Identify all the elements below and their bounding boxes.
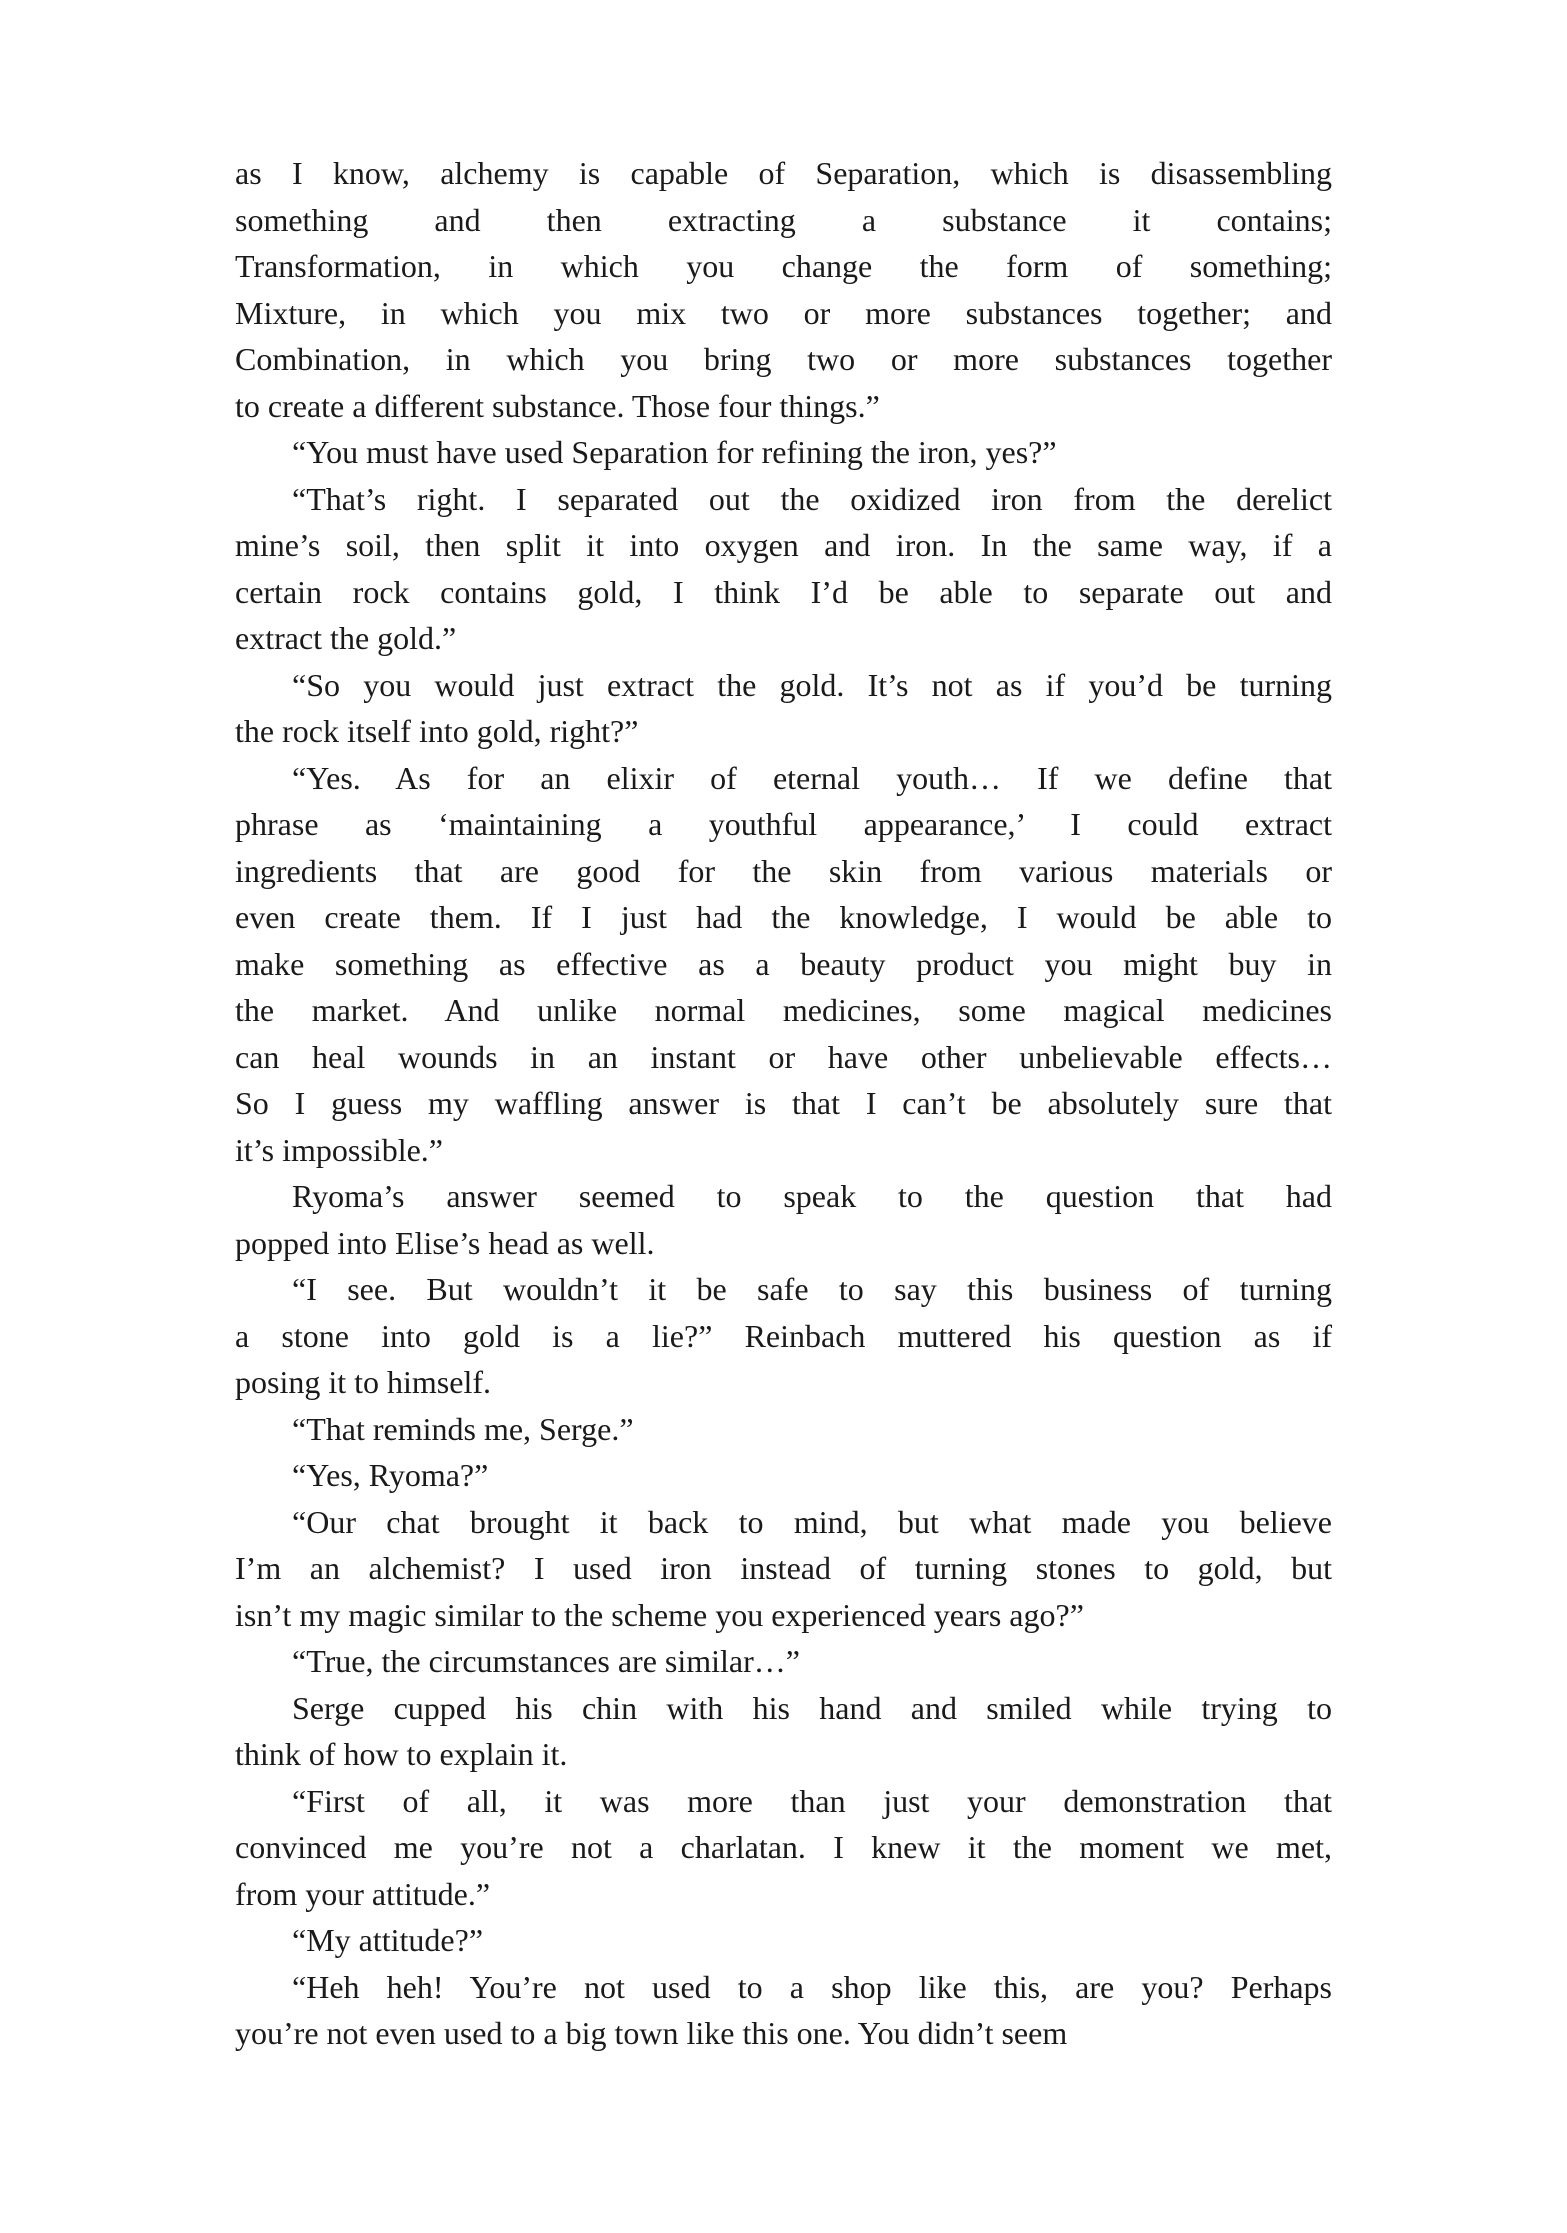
text-line: Transformation, in which you change the form of something; — [235, 248, 1332, 284]
text-line: ingredients that are good for the skin from various materials or — [235, 852, 1332, 889]
paragraph — [235, 755, 1332, 1174]
text-line: “Our chat brought it back to mind, but what made you believe — [292, 1503, 1332, 1540]
text-line: “I see. But wouldn’t it be safe to say this business of turning — [292, 1271, 1332, 1307]
text-line: mine’s soil, then split it into oxygen and iron. In the same way, if a — [235, 527, 1332, 563]
text-line: can heal wounds in an instant or have other unbelievable effects… — [235, 1038, 1332, 1075]
page-text-column — [235, 0, 1332, 2057]
text-line: “First of all, it was more than just your demonstration that — [292, 1782, 1332, 1819]
text-line: posing it to himself. — [235, 1364, 491, 1400]
text-line: to create a different substance. Those four things.” — [235, 387, 880, 424]
paragraph — [235, 662, 1332, 755]
text-line: you’re not even used to a big town like this one. You didn’t seem — [235, 2015, 1068, 2051]
text-line: “Heh heh! You’re not used to a shop like this, are you? Perhaps — [292, 1968, 1332, 2005]
text-line: popped into Elise’s head as well. — [235, 1224, 655, 1261]
paragraph — [235, 1964, 1332, 2057]
text-line: “True, the circumstances are similar…” — [292, 1643, 800, 1679]
text-line: something and then extracting a substance it contains; — [235, 201, 1332, 238]
paragraph — [235, 1499, 1332, 1639]
text-line: the market. And unlike normal medicines, some magical medicines — [235, 992, 1332, 1028]
text-line: a stone into gold is a lie?” Reinbach muttered his question as if — [235, 1317, 1332, 1354]
paragraph — [235, 1452, 1332, 1499]
text-line: phrase as ‘maintaining a youthful appearance,’ I could extract — [235, 806, 1332, 842]
text-line: “That reminds me, Serge.” — [292, 1410, 634, 1447]
text-line: certain rock contains gold, I think I’d be able to separate out and — [235, 573, 1332, 610]
text-line: “You must have used Separation for refining the iron, yes?” — [292, 434, 1057, 470]
text-line: extract the gold.” — [235, 620, 457, 656]
text-line: “My attitude?” — [292, 1922, 484, 1958]
text-line: the rock itself into gold, right?” — [235, 713, 639, 749]
text-line: I’m an alchemist? I used iron instead of turning stones to gold, but — [235, 1550, 1332, 1586]
text-line: isn’t my magic similar to the scheme you experienced years ago?” — [235, 1596, 1084, 1633]
paragraph — [235, 476, 1332, 662]
paragraph — [235, 1638, 1332, 1685]
text-line: “That’s right. I separated out the oxidized iron from the derelict — [292, 480, 1332, 517]
paragraph — [235, 150, 1332, 429]
text-line: “So you would just extract the gold. It’s not as if you’d be turning — [292, 666, 1332, 703]
paragraph — [235, 1917, 1332, 1964]
text-line: Ryoma’s answer seemed to speak to the question that had — [292, 1178, 1332, 1214]
text-line: it’s impossible.” — [235, 1131, 443, 1168]
text-line: make something as effective as a beauty product you might buy in — [235, 945, 1332, 982]
text-line: think of how to explain it. — [235, 1736, 568, 1772]
paragraph — [235, 1173, 1332, 1266]
paragraph — [235, 1778, 1332, 1918]
paragraph — [235, 429, 1332, 476]
text-line: convinced me you’re not a charlatan. I knew it the moment we met, — [235, 1829, 1332, 1865]
text-line: Mixture, in which you mix two or more substances together; and — [235, 294, 1332, 331]
text-line: as I know, alchemy is capable of Separation, which is disassembling — [235, 155, 1332, 191]
paragraph — [235, 1685, 1332, 1778]
paragraph — [235, 1406, 1332, 1453]
text-line: “Yes. As for an elixir of eternal youth… If we define that — [292, 759, 1332, 796]
paragraph — [235, 1266, 1332, 1406]
text-line: So I guess my waffling answer is that I can’t be absolutely sure that — [235, 1085, 1332, 1121]
text-line: Combination, in which you bring two or more substances together — [235, 341, 1332, 377]
text-line: even create them. If I just had the knowledge, I would be able to — [235, 899, 1332, 935]
text-line: from your attitude.” — [235, 1875, 491, 1912]
text-line: Serge cupped his chin with his hand and smiled while trying to — [292, 1689, 1332, 1726]
text-line: “Yes, Ryoma?” — [292, 1457, 489, 1493]
